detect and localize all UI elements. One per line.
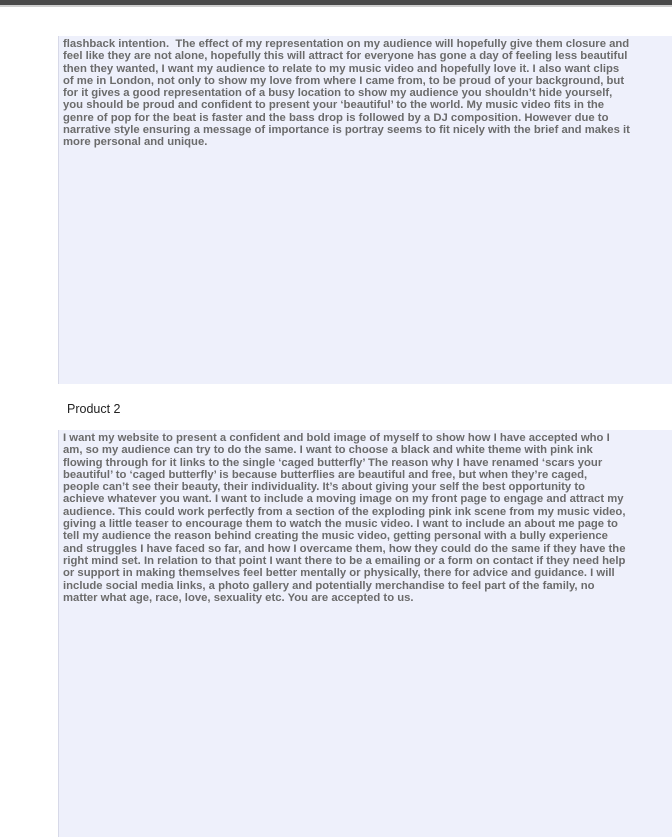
text-block-2: [58, 430, 672, 837]
top-bar-shadow: [0, 5, 672, 7]
section-title-product-2: Product 2: [67, 402, 121, 416]
paragraph-2: I want my website to present a confident and bold image of myself to show how I have accepted who I am, so my audience can try to do the same. I want to choose a black and white theme with pink ink flowing through for it links to the single ‘caged butterfly’ The reason why I have renamed ‘scars your beautiful’ to ‘caged butterfly’ is because butterflies are beautiful and free, but when they’re caged, people can’t see their beauty, their individuality. It’s about giving your self the best opportunity to achieve whatever you want. I want to include a moving image on my front page to engage and attract my audience. This could work perfectly from a section of the exploding pink ink scene from my music video, giving a little teaser to encourage them to watch the music video. I want to include an about me page to tell my audience the reason behind creating the music video, getting personal with a bully experience and struggles I have faced so far, and how I overcame them, how they could do the same if they have the right mind set. In relation to that point I want there to be a emailing or a form on contact if they need help or support in making themselves feel better mentally or physically, there for advice and guidance. I will include social media links, a photo gallery and potentially merchandise to feel part of the family, no matter what age, race, love, sexuality etc. You are accepted to us.: [63, 432, 626, 604]
paragraph-1: flashback intention. The effect of my representation on my audience will hopefully give them closure and feel like they are not alone, hopefully this will attract for everyone has gone a day of feeling less beautiful then they wanted, I want my audience to relate to my music video and hopefully love it. I also want clips of me in London, not only to show my love from where I came from, to be proud of your background, but for it gives a good representation of a busy location to show my audience you shouldn’t hide yourself, you should be proud and confident to present your ‘beautiful’ to the world. My music video fits in the genre of pop for the beat is faster and the bass drop is followed by a DJ composition. However due to narrative style ensuring a message of importance is portray seems to fit nicely with the brief and makes it more personal and unique.: [63, 38, 630, 149]
text-block-1: [58, 36, 672, 384]
